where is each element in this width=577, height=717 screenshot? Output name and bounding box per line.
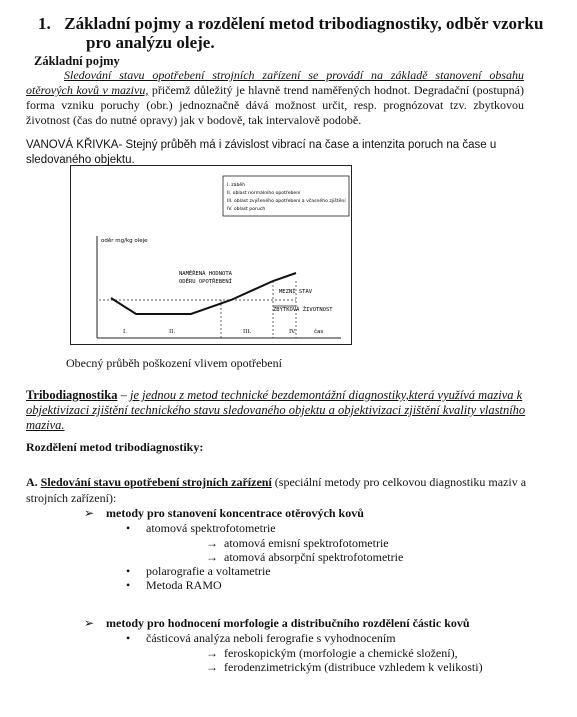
tribo-dash: – (117, 388, 130, 402)
bathtub-rest: Stejný průběh má i závislost vibrací na čase a intenzita poruch na čase u sledovaného objektu. (26, 139, 497, 166)
zone-label-1: I. (123, 329, 127, 335)
tribo-text: je jednou z metod technické bezdemontážní diagnostiky,která využívá maziva k objektivizaci zjištění technického stavu sledovaného objektu a objektivizaci zjištění kvality vlastního maziva. (26, 388, 526, 432)
paragraph-bathtub-curve (26, 138, 526, 168)
label-measured-1: NAMĚŘENÁ HODNOTA (179, 271, 232, 277)
list-item-polarography: polarografie a voltametrie (146, 564, 271, 578)
legend-item-2: II. oblast normálního opotřebení (227, 191, 301, 196)
label-limit-state: MEZNÍ STAV (279, 289, 313, 295)
legend-item-1: I. záběh (227, 183, 246, 188)
arrow-bullet-icon: ➢ (84, 616, 95, 630)
label-measured-2: ODĚRU OPOTŘEBENÍ (179, 279, 232, 285)
paragraph-wear-monitoring (26, 68, 524, 128)
heading-number: 1. (38, 14, 51, 33)
section-a-title: Sledování stavu opotřebení strojních zařízení (40, 475, 272, 489)
list-item-aas: atomová spektrofotometrie (146, 521, 276, 535)
page-title (38, 14, 558, 52)
tribodiagnostics-definition (26, 388, 526, 433)
arrow-icon: → (206, 646, 218, 660)
legend-item-4: IV. oblast poruch (227, 207, 266, 212)
list-subitem-absorption: atomová absorpční spektrofotometrie (224, 550, 404, 564)
section-a-prefix: A. (26, 475, 41, 489)
zone-label-3: III. (243, 329, 252, 335)
arrow-icon: → (206, 536, 218, 550)
list-bullet-1: metody pro stanovení koncentrace otěrových kovů (106, 506, 364, 520)
arrow-icon: → (206, 550, 218, 564)
wear-curve-svg (71, 166, 351, 344)
zone-label-2: II. (169, 329, 176, 335)
list-bullet-2: metody pro hodnocení morfologie a distribučního rozdělení částic kovů (106, 616, 470, 630)
section-a-rest: (speciální metody pro celkovou diagnostiku maziv a strojních zařízení): (26, 475, 527, 505)
list-subitem-emission: atomová emisní spektrofotometrie (224, 536, 389, 550)
arrow-bullet-icon: ➢ (84, 506, 95, 520)
arrow-icon: → (206, 660, 218, 674)
dot-icon: • (126, 631, 131, 645)
section-a (26, 474, 536, 506)
paragraph-underlined-part: Sledování stavu opotřebení strojních zařízení se provádí na základě stanovení obsahu otěrových kovů v mazivu, (26, 68, 524, 97)
label-residual-life: ZBYTKOVÁ ŽIVOTNOST (273, 307, 333, 313)
list-subitem-feroscopic: feroskopickým (morfologie a chemické složení), (224, 646, 458, 660)
dot-icon: • (126, 578, 131, 592)
paragraph-rest: přičemž důležitý je hlavně trend naměřených hodnot. Degradační (postupná) forma vzniku poruchy (obr.) jednoznačně dává možnost určit, resp. prognózovat tzv. zbytkovou životnost (čas do nutné opravy) jak v bodově, tak intervalově podobě. (26, 83, 524, 127)
dot-icon: • (126, 521, 131, 535)
section-division: Rozdělení metod tribodiagnostiky: (26, 440, 204, 454)
heading-line2: pro analýzu oleje. (86, 33, 215, 52)
list-item-ramo: Metoda RAMO (146, 578, 222, 592)
tribo-term: Tribodiagnostika (26, 388, 118, 402)
x-axis-label: čas (314, 329, 324, 335)
bathtub-lead: VANOVÁ KŘIVKA- (26, 139, 123, 151)
dot-icon: • (126, 564, 131, 578)
section-basic-terms: Základní pojmy (34, 54, 120, 68)
list-item-ferography: částicová analýza neboli ferografie s vyhodnocením (146, 631, 396, 645)
y-axis-label: oděr mg/kg oleje (101, 238, 148, 244)
heading-line1: Základní pojmy a rozdělení metod tribodiagnostiky, odběr vzorku (64, 14, 544, 33)
wear-curve-figure (70, 165, 352, 345)
figure-caption: Obecný průběh poškození vlivem opotřebení (66, 356, 282, 370)
zone-label-4: IV. (289, 329, 296, 335)
list-subitem-ferodensimetric: ferodenzimetrickým (distribuce vzhledem k velikosti) (224, 660, 483, 674)
legend-item-3: III. oblast zvýšeného opotřebení a včasného zjištění (227, 199, 346, 204)
